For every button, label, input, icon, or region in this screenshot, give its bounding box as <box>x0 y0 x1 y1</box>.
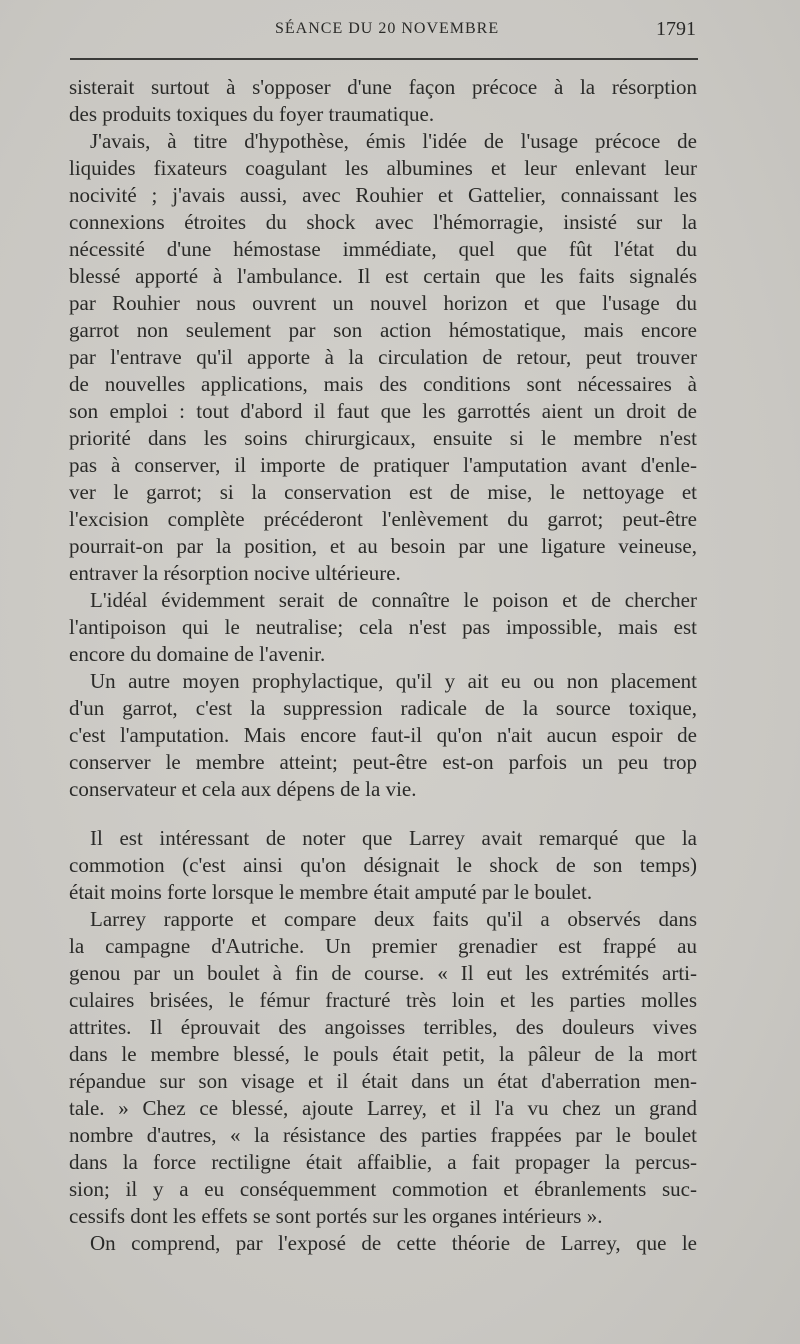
text-line: ver le garrot; si la conservation est de mise, le nettoyage et <box>69 480 697 504</box>
paragraph <box>69 906 697 1230</box>
text-line: Larrey rapporte et compare deux faits qu'il a observés dans <box>90 907 697 931</box>
text-line: nombre d'autres, « la résistance des parties frappées par le boulet <box>69 1123 697 1147</box>
text-line: l'excision complète précéderont l'enlèvement du garrot; peut-être <box>69 507 697 531</box>
text-line: encore du domaine de l'avenir. <box>69 642 326 666</box>
text-line: commotion (c'est ainsi qu'on désignait le shock de son temps) <box>69 853 697 877</box>
text-line: sion; il y a eu conséquemment commotion et ébranlements suc- <box>69 1177 697 1201</box>
text-line: priorité dans les soins chirurgicaux, ensuite si le membre n'est <box>69 426 697 450</box>
text-line: attrites. Il éprouvait des angoisses terribles, des douleurs vives <box>69 1015 697 1039</box>
text-line: conserver le membre atteint; peut-être est-on parfois un peu trop <box>69 750 697 774</box>
text-line: On comprend, par l'exposé de cette théorie de Larrey, que le <box>90 1231 697 1255</box>
paragraph <box>69 668 697 803</box>
text-line: des produits toxiques du foyer traumatique. <box>69 102 435 126</box>
text-line: répandue sur son visage et il était dans un état d'aberration men- <box>69 1069 697 1093</box>
text-line: dans la force rectiligne était affaiblie, a fait propager la percus- <box>69 1150 697 1174</box>
text-line: dans le membre blessé, le pouls était petit, la pâleur de la mort <box>69 1042 697 1066</box>
text-line: d'un garrot, c'est la suppression radicale de la source toxique, <box>69 696 697 720</box>
paragraph <box>69 1230 697 1257</box>
text-line: J'avais, à titre d'hypothèse, émis l'idée de l'usage précoce de <box>90 129 697 153</box>
paragraph <box>69 825 697 906</box>
text-line: cessifs dont les effets se sont portés sur les organes intérieurs ». <box>69 1204 603 1228</box>
paragraph <box>69 587 697 668</box>
text-line: nocivité ; j'avais aussi, avec Rouhier et Gattelier, connaissant les <box>69 183 697 207</box>
text-line: conservateur et cela aux dépens de la vie. <box>69 777 417 801</box>
text-line: genou par un boulet à fin de course. « Il eut les extrémités arti- <box>69 961 697 985</box>
text-line: pourrait-on par la position, et au besoin par une ligature veineuse, <box>69 534 697 558</box>
text-line: tale. » Chez ce blessé, ajoute Larrey, et il l'a vu chez un grand <box>69 1096 697 1120</box>
text-line: c'est l'amputation. Mais encore faut-il qu'on n'ait aucun espoir de <box>69 723 697 747</box>
text-line: était moins forte lorsque le membre était amputé par le boulet. <box>69 880 593 904</box>
section-gap <box>69 803 697 825</box>
header-title: SÉANCE DU 20 NOVEMBRE <box>275 20 500 37</box>
text-line: l'antipoison qui le neutralise; cela n'est pas impossible, mais est <box>69 615 697 639</box>
text-line: pas à conserver, il importe de pratiquer l'amputation avant d'enle- <box>69 453 697 477</box>
text-line: culaires brisées, le fémur fracturé très loin et les parties molles <box>69 988 697 1012</box>
text-line: de nouvelles applications, mais des conditions sont nécessaires à <box>69 372 697 396</box>
page-number: 1791 <box>656 18 696 40</box>
text-line: par l'entrave qu'il apporte à la circulation de retour, peut trouver <box>69 345 697 369</box>
paragraph <box>69 128 697 587</box>
text-line: la campagne d'Autriche. Un premier grenadier est frappé au <box>69 934 697 958</box>
paragraph <box>69 74 697 128</box>
text-line: Un autre moyen prophylactique, qu'il y ait eu ou non placement <box>90 669 697 693</box>
text-line: Il est intéressant de noter que Larrey avait remarqué que la <box>90 826 697 850</box>
text-line: L'idéal évidemment serait de connaître le poison et de chercher <box>90 588 697 612</box>
body-text <box>69 74 697 1257</box>
text-line: connexions étroites du shock avec l'hémorragie, insisté sur la <box>69 210 697 234</box>
text-line: par Rouhier nous ouvrent un nouvel horizon et que l'usage du <box>69 291 697 315</box>
text-line: liquides fixateurs coagulant les albumines et leur enlevant leur <box>69 156 697 180</box>
text-line: son emploi : tout d'abord il faut que les garrottés aient un droit de <box>69 399 697 423</box>
header-rule <box>70 58 698 60</box>
text-line: garrot non seulement par son action hémostatique, mais encore <box>69 318 697 342</box>
text-line: blessé apporté à l'ambulance. Il est certain que les faits signalés <box>69 264 697 288</box>
text-line: entraver la résorption nocive ultérieure. <box>69 561 401 585</box>
text-line: nécessité d'une hémostase immédiate, quel que fût l'état du <box>69 237 697 261</box>
running-header <box>70 18 698 48</box>
text-line: sisterait surtout à s'opposer d'une façon précoce à la résorption <box>69 75 697 99</box>
